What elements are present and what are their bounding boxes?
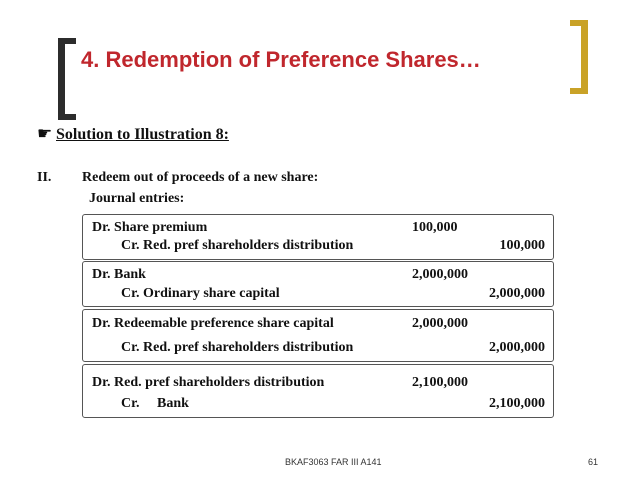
debit-account: Dr. Red. pref shareholders distribution xyxy=(92,375,325,390)
credit-account: Cr. Red. pref shareholders distribution xyxy=(121,340,354,355)
right-bracket-decoration xyxy=(581,20,588,94)
slide-title: 4. Redemption of Preference Shares… xyxy=(81,47,481,72)
credit-account: Cr. Ordinary share capital xyxy=(121,286,280,301)
pointing-hand-icon: ☛ xyxy=(37,124,53,143)
debit-account: Dr. Redeemable preference share capital xyxy=(92,316,334,331)
step-description: Redeem out of proceeds of a new share: xyxy=(82,170,319,185)
journal-entries-label: Journal entries: xyxy=(89,191,185,206)
credit-amount: 2,000,000 xyxy=(489,340,545,355)
credit-account: Cr. Red. pref shareholders distribution xyxy=(121,238,354,253)
journal-entry-1 xyxy=(82,214,554,260)
left-bracket-top xyxy=(58,38,76,44)
page-number: 61 xyxy=(588,457,599,467)
right-bracket-bottom xyxy=(570,88,588,94)
debit-account: Dr. Share premium xyxy=(92,220,208,235)
step-number: II. xyxy=(37,170,52,185)
right-bracket-top xyxy=(570,20,588,26)
debit-amount: 2,000,000 xyxy=(412,316,468,331)
debit-amount: 2,100,000 xyxy=(412,375,468,390)
credit-amount: 2,000,000 xyxy=(489,286,545,301)
credit-amount: 100,000 xyxy=(499,238,545,253)
debit-account: Dr. Bank xyxy=(92,267,146,282)
debit-amount: 100,000 xyxy=(412,220,458,235)
credit-amount: 2,100,000 xyxy=(489,396,545,411)
journal-entry-2 xyxy=(82,261,554,307)
journal-entry-3 xyxy=(82,309,554,362)
debit-amount: 2,000,000 xyxy=(412,267,468,282)
credit-account: Cr. Bank xyxy=(121,396,189,411)
solution-subheading: Solution to Illustration 8: xyxy=(56,126,229,143)
left-bracket-decoration xyxy=(58,38,65,120)
journal-entry-4 xyxy=(82,364,554,418)
left-bracket-bottom xyxy=(58,114,76,120)
footer-course-code: BKAF3063 FAR III A141 xyxy=(285,457,382,467)
